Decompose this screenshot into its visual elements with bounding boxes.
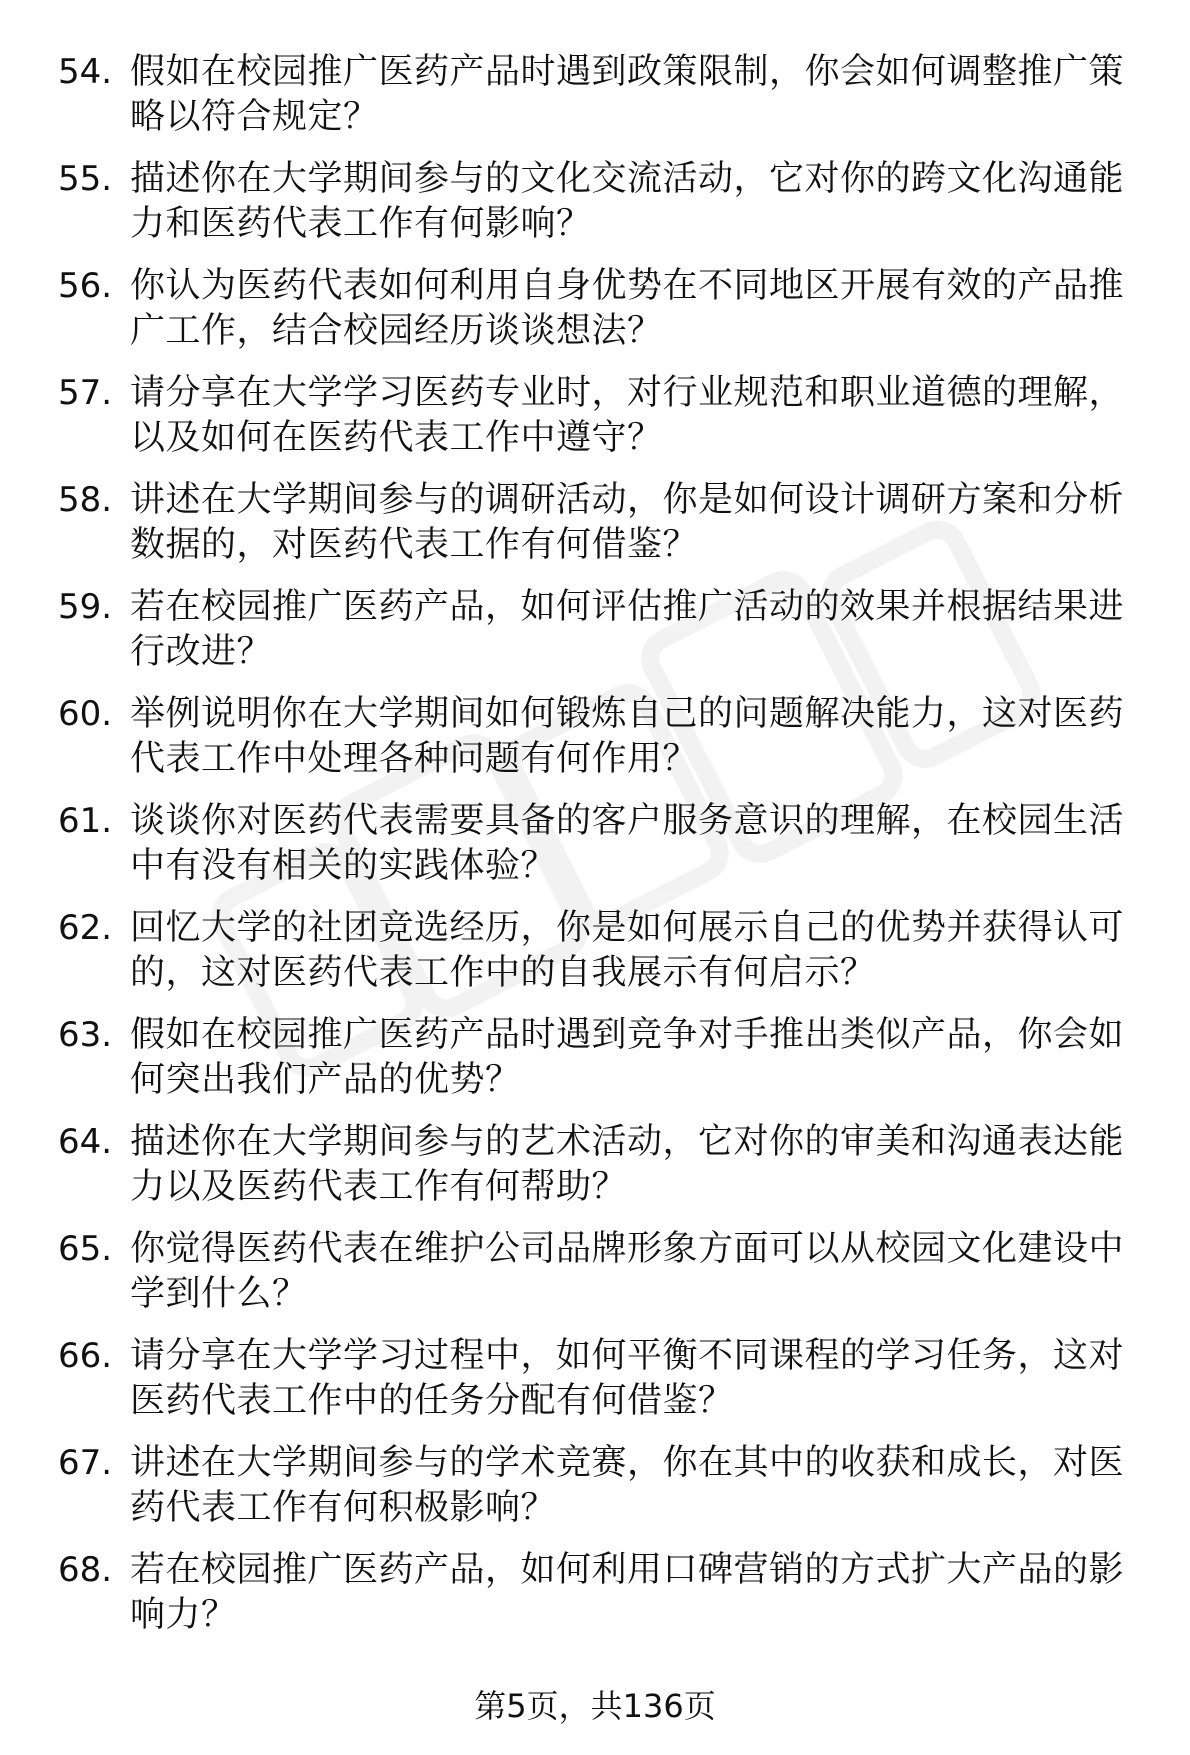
question-text: 举例说明你在大学期间如何锻炼自己的问题解决能力，这对医药代表工作中处理各种问题有何作用？ — [130, 694, 1125, 779]
question-text: 描述你在大学期间参与的艺术活动，它对你的审美和沟通表达能力以及医药代表工作有何帮助？ — [130, 1122, 1125, 1207]
question-item — [58, 264, 1148, 371]
question-text: 若在校园推广医药产品，如何利用口碑营销的方式扩大产品的影响力？ — [130, 1550, 1125, 1635]
question-item — [58, 1334, 1148, 1441]
question-number: 63. — [58, 1015, 113, 1055]
question-number: 55. — [58, 159, 113, 199]
question-text: 假如在校园推广医药产品时遇到政策限制，你会如何调整推广策略以符合规定？ — [130, 52, 1125, 137]
question-number: 62. — [58, 908, 113, 948]
question-number: 54. — [58, 52, 113, 92]
question-number: 58. — [58, 480, 113, 520]
question-text: 描述你在大学期间参与的文化交流活动，它对你的跨文化沟通能力和医药代表工作有何影响？ — [130, 159, 1125, 244]
question-number: 56. — [58, 266, 113, 306]
page-number-label: 第5页，共136页 — [474, 1687, 716, 1725]
question-text: 讲述在大学期间参与的学术竞赛，你在其中的收获和成长，对医药代表工作有何积极影响？ — [130, 1443, 1125, 1528]
question-text: 回忆大学的社团竞选经历，你是如何展示自己的优势并获得认可的，这对医药代表工作中的自我展示有何启示？ — [130, 908, 1125, 993]
question-number: 66. — [58, 1336, 113, 1376]
question-number: 61. — [58, 801, 113, 841]
question-text: 你认为医药代表如何利用自身优势在不同地区开展有效的产品推广工作，结合校园经历谈谈想法？ — [130, 266, 1125, 351]
question-item — [58, 1441, 1148, 1548]
question-text: 假如在校园推广医药产品时遇到竞争对手推出类似产品，你会如何突出我们产品的优势？ — [130, 1015, 1125, 1100]
question-list — [58, 50, 1148, 1655]
question-text: 你觉得医药代表在维护公司品牌形象方面可以从校园文化建设中学到什么？ — [130, 1229, 1125, 1314]
page-footer — [0, 1686, 1190, 1726]
question-item — [58, 1013, 1148, 1120]
question-number: 59. — [58, 587, 113, 627]
question-item — [58, 1120, 1148, 1227]
question-number: 64. — [58, 1122, 113, 1162]
question-item — [58, 157, 1148, 264]
question-item — [58, 1548, 1148, 1655]
question-item — [58, 1227, 1148, 1334]
question-item — [58, 371, 1148, 478]
question-item — [58, 799, 1148, 906]
question-text: 请分享在大学学习过程中，如何平衡不同课程的学习任务，这对医药代表工作中的任务分配有何借鉴？ — [130, 1336, 1125, 1421]
question-number: 68. — [58, 1550, 113, 1590]
question-item — [58, 692, 1148, 799]
question-item — [58, 906, 1148, 1013]
question-text: 请分享在大学学习医药专业时，对行业规范和职业道德的理解，以及如何在医药代表工作中遵守？ — [130, 373, 1125, 458]
question-number: 65. — [58, 1229, 113, 1269]
question-item — [58, 585, 1148, 692]
question-text: 若在校园推广医药产品，如何评估推广活动的效果并根据结果进行改进？ — [130, 587, 1125, 672]
question-item — [58, 478, 1148, 585]
question-number: 67. — [58, 1443, 113, 1483]
question-item — [58, 50, 1148, 157]
question-number: 57. — [58, 373, 113, 413]
question-text: 讲述在大学期间参与的调研活动，你是如何设计调研方案和分析数据的，对医药代表工作有何借鉴？ — [130, 480, 1125, 565]
question-text: 谈谈你对医药代表需要具备的客户服务意识的理解，在校园生活中有没有相关的实践体验？ — [130, 801, 1125, 886]
question-number: 60. — [58, 694, 113, 734]
